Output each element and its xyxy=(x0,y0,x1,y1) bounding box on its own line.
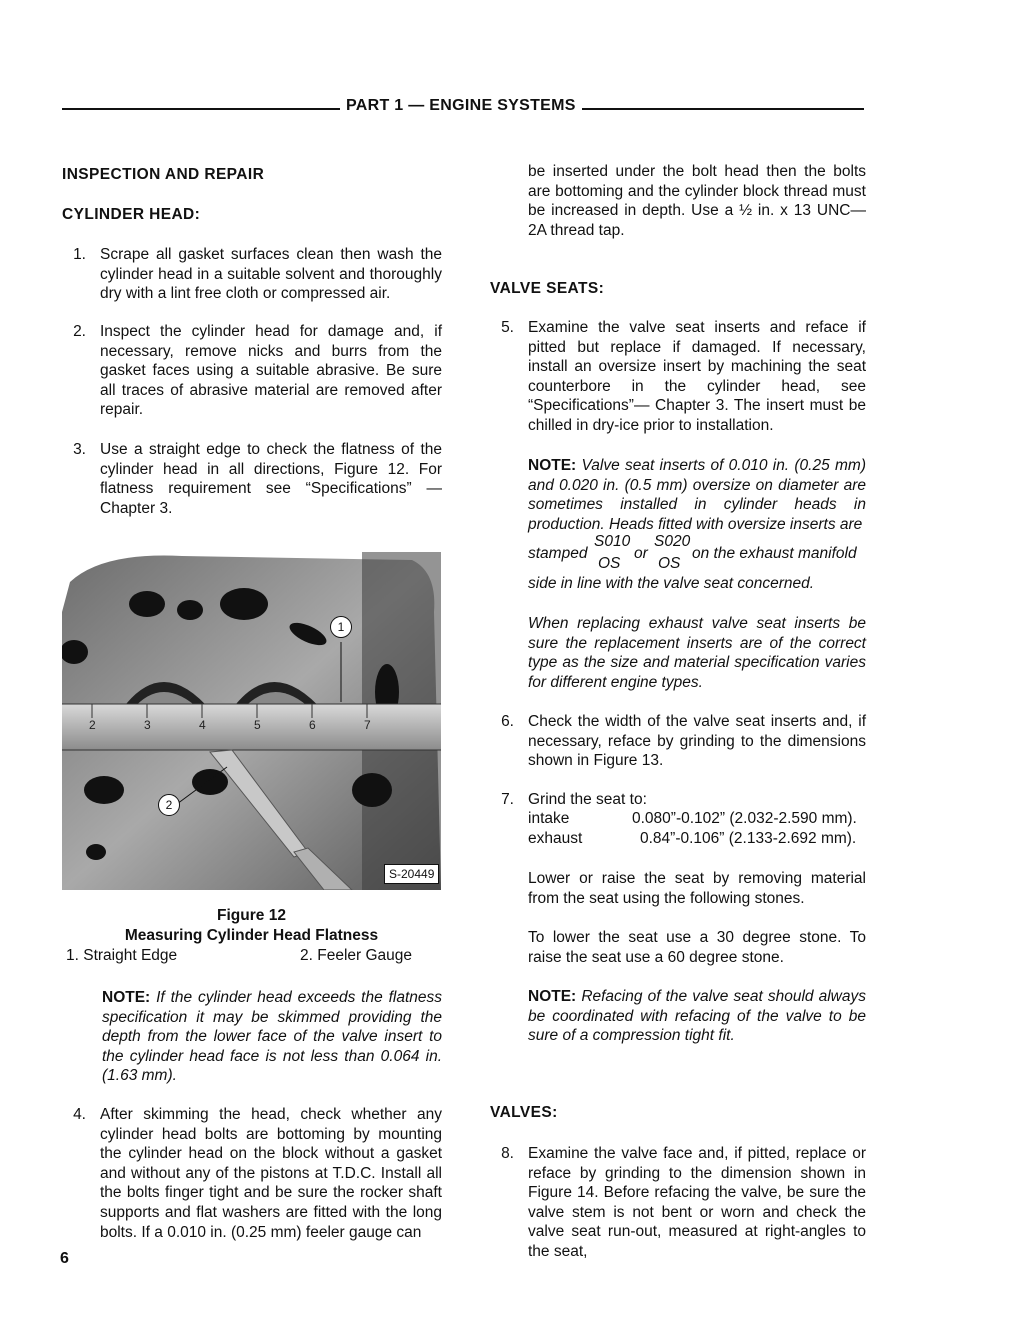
note-label: NOTE: xyxy=(528,988,577,1005)
seat-width-exhaust-label: exhaust xyxy=(528,830,583,847)
lower-raise-paragraph: Lower or raise the seat by removing material from the seat using the following stones. xyxy=(528,870,866,907)
exhaust-insert-paragraph: When replacing exhaust valve seat inserts be sure the replacement inserts are of the correct type as the size and material specification varies for different engine types. xyxy=(528,615,866,691)
section-heading-inspection: INSPECTION AND REPAIR xyxy=(62,166,265,183)
list-item-7 xyxy=(490,790,868,810)
list-item-text: Check the width of the valve seat inserts and, if necessary, reface by grinding to the dimensions shown in Figure 13. xyxy=(528,713,866,770)
photo-reference-code: S-20449 xyxy=(384,864,439,884)
ruler-mark: 4 xyxy=(199,718,206,732)
list-item-text: Examine the valve seat inserts and reface if pitted but replace if damaged. If necessary, install an oversize insert by machining the seat counterbore in the cylinder head, see “Specifications”— Chapter 3. The insert must be chilled in dry-ice prior to installation. xyxy=(528,319,866,434)
section-heading-valves: VALVES: xyxy=(490,1104,558,1121)
stone-paragraph: To lower the seat use a 30 degree stone. To raise the seat use a 60 degree stone. xyxy=(528,929,866,966)
stamp-code: S020 xyxy=(654,533,691,550)
note-text: Refacing of the valve seat should always be coordinated with refacing of the valve to be sure of a compression tight fit. xyxy=(528,988,866,1045)
list-item-text: After skimming the head, check whether any cylinder head bolts are bottoming by mounting the cylinder head on the block without a gasket and without any of the pistons at T.D.C. Install all the bolts finger tight and be sure the rocker shaft supports and flat washers are fitted with the long bolts. If a 0.010 in. (0.25 mm) feeler gauge can xyxy=(100,1106,442,1241)
note-last-line: side in line with the valve seat concerned. xyxy=(528,575,815,592)
header-rule-right xyxy=(582,108,864,110)
list-item-2 xyxy=(62,322,444,422)
figure-subtitle: Measuring Cylinder Head Flatness xyxy=(124,927,379,944)
note-text: If the cylinder head exceeds the flatness specification it may be skimmed providing the depth from the lower face of the valve insert to the cylinder head face is not less than 0.064 in. (1.63 mm). xyxy=(102,989,443,1085)
section-heading-valve-seats: VALVE SEATS: xyxy=(490,280,605,297)
stamped-word: stamped xyxy=(528,545,588,562)
list-item-text: Use a straight edge to check the flatness of the cylinder head in all directions, Figure 12. For flatness requirement see “Specifications” — Chapter 3. xyxy=(100,441,442,517)
figure-legend-item: 2. Feeler Gauge xyxy=(300,947,413,964)
section-heading-cylinder-head: CYLINDER HEAD: xyxy=(62,206,201,223)
ruler-mark: 7 xyxy=(364,718,371,732)
ruler-mark: 6 xyxy=(309,718,316,732)
continued-paragraph: be inserted under the bolt head then the bolts are bottoming and the cylinder block thread must be increased in depth. Use a ½ in. x 13 UNC—2A thread tap. xyxy=(528,163,866,239)
list-item-3 xyxy=(62,440,444,520)
list-item-text: Examine the valve face and, if pitted, replace or reface by grinding to the dimension shown in Figure 14. Before refacing the valve, be sure the valve stem is not bent or worn and check the valve seat run-out, measured at right-angles to the seat, xyxy=(528,1145,866,1260)
list-item-4 xyxy=(62,1105,444,1245)
list-item-1 xyxy=(62,245,444,305)
ruler-mark: 2 xyxy=(89,718,96,732)
note-text: Valve seat inserts of 0.010 in. (0.25 mm) and 0.020 in. (0.5 mm) oversize on diameter are sometimes installed in cylinder heads in production. Heads fitted with oversize inserts are xyxy=(528,457,866,533)
list-item-number: 1. xyxy=(73,246,86,263)
callout-feeler-gauge: 2 xyxy=(158,794,180,816)
figure-title: Figure 12 xyxy=(217,907,286,924)
list-item-number: 2. xyxy=(73,323,86,340)
figure-12-photo xyxy=(62,552,441,890)
list-item-8 xyxy=(490,1144,868,1260)
header-rule-left xyxy=(62,108,340,110)
figure-legend-item: 1. Straight Edge xyxy=(66,947,178,964)
cylinder-head-illustration xyxy=(62,552,441,890)
list-item-number: 4. xyxy=(73,1106,86,1123)
seat-width-intake-value: 0.080”-0.102” (2.032-2.590 mm). xyxy=(632,810,857,827)
ruler-mark: 5 xyxy=(254,718,261,732)
stamp-code: S010 xyxy=(594,533,631,550)
list-item-number: 6. xyxy=(501,713,514,730)
note-label: NOTE: xyxy=(528,457,577,474)
list-item-number: 5. xyxy=(501,319,514,336)
note-label: NOTE: xyxy=(102,989,151,1006)
header-title: PART 1 — ENGINE SYSTEMS xyxy=(346,97,576,114)
or-word: or xyxy=(634,545,648,562)
list-item-number: 8. xyxy=(501,1145,514,1162)
note-oversize-inserts xyxy=(528,456,866,534)
page-number: 6 xyxy=(60,1250,69,1267)
stamped-continuation: on the exhaust manifold xyxy=(692,545,857,562)
seat-width-intake-label: intake xyxy=(528,810,570,827)
list-item-number: 7. xyxy=(501,791,514,808)
callout-straight-edge: 1 xyxy=(330,616,352,638)
stamp-code: OS xyxy=(658,555,681,572)
ruler-mark: 3 xyxy=(144,718,151,732)
list-item-text: Inspect the cylinder head for damage and, if necessary, remove nicks and burrs from the gasket faces using a suitable abrasive. Be sure all traces of abrasive material are removed after repair. xyxy=(100,323,442,419)
stamped-marks-line xyxy=(528,532,868,578)
note-refacing xyxy=(528,987,866,1046)
list-item-5 xyxy=(490,318,868,438)
list-item-number: 3. xyxy=(73,441,86,458)
page-header xyxy=(62,96,864,124)
stamp-code: OS xyxy=(598,555,621,572)
seat-width-exhaust-value: 0.84”-0.106” (2.133-2.692 mm). xyxy=(640,830,857,847)
list-item-text: Grind the seat to: xyxy=(528,791,647,808)
list-item-6 xyxy=(490,712,868,772)
list-item-text: Scrape all gasket surfaces clean then wash the cylinder head in a suitable solvent and thoroughly dry with a lint free cloth or compressed air. xyxy=(100,246,442,303)
note-flatness xyxy=(102,988,442,1086)
